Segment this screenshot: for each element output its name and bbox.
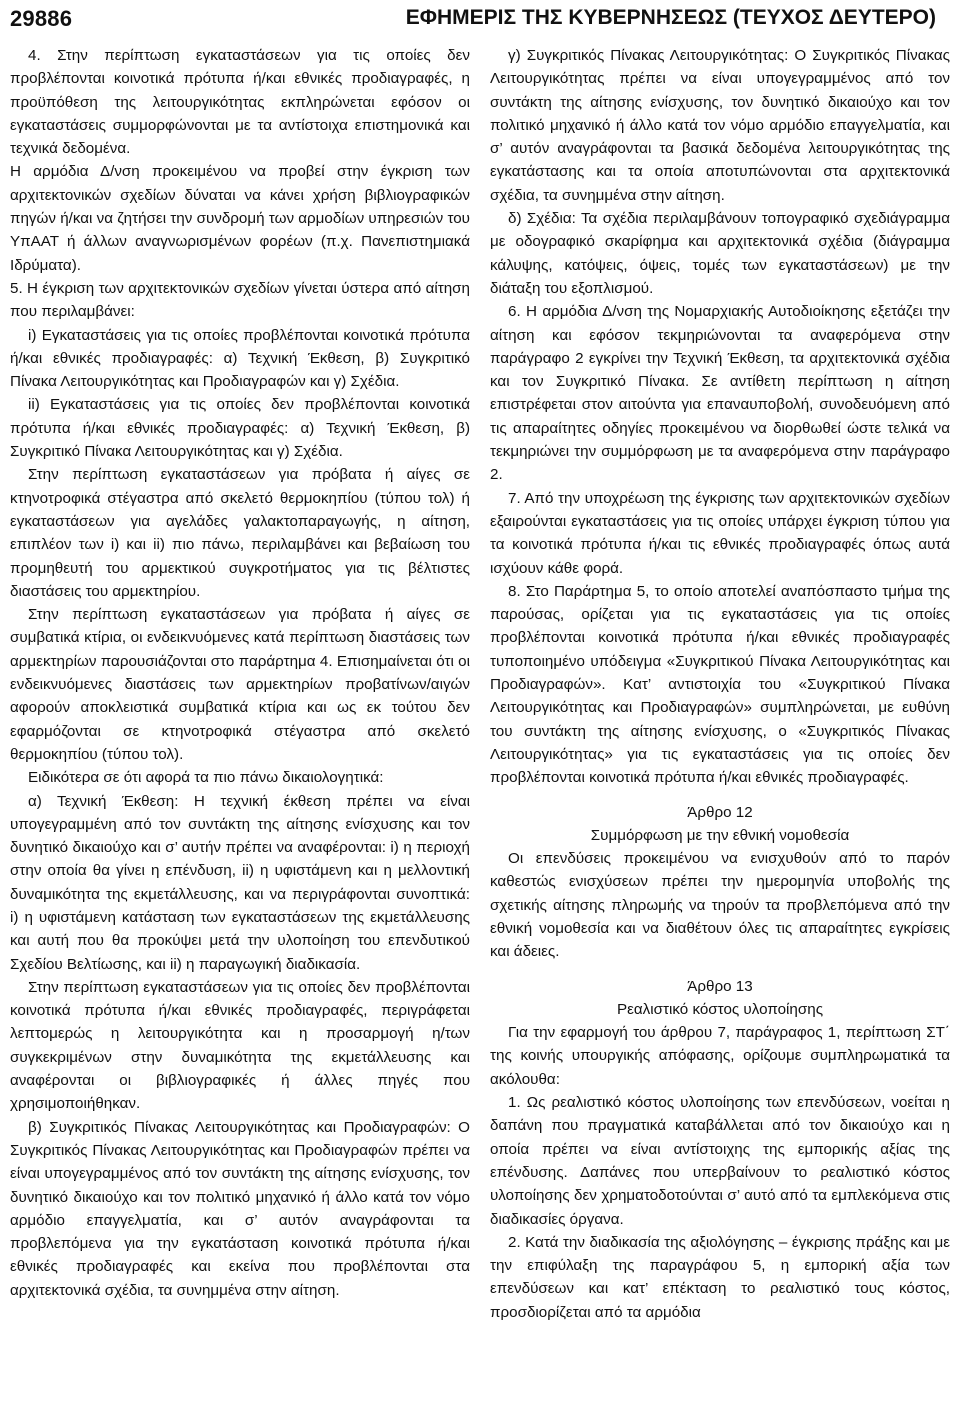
page-header — [10, 2, 950, 40]
right-column — [490, 44, 950, 1419]
paragraph: Στην περίπτωση εγκαταστάσεων για πρόβατα ή αίγες σε συμβατικά κτίρια, οι ενδεικνυόμενες κατά περίπτωση διαστάσεις των αρμεκτηρίων παρουσιάζονται στο παράρτημα 4. Επισημαίνεται ότι οι ενδεικνυόμενες διαστάσεις των αρμεκτηρίων προβατίνων/αιγών αφορούν αποκλειστικά συμβατικά κτίρια και ως εκ τούτου δεν εφαρμόζονται σε κτηνοτροφικά στέγαστρα από σκελετό θερμοκηπίου (τύπου τολ). — [10, 606, 470, 763]
paragraph: 5. Η έγκριση των αρχιτεκτονικών σχεδίων γίνεται ύστερα από αίτηση που περιλαμβάνει: — [10, 279, 470, 321]
paragraph: Στην περίπτωση εγκαταστάσεων για τις οποίες δεν προβλέπονται κοινοτικά πρότυπα ή/και εθνικές προδιαγραφές, περιγράφεται λεπτομερώς η λειτουργικότητα και η προσαρμογή η/των συγκεκριμένων στην δυναμικότητα της εκμετάλλευσης και αναφέρονται οι βιβλιογραφικές ή άλλες πηγές που χρησιμοποιήθηκαν. — [10, 978, 470, 1113]
paragraph: Οι επενδύσεις προκειμένου να ενισχυθούν από το παρόν καθεστώς ενισχύσεων πρέπει την ημερομηνία υποβολής της σχετικής αίτησης πληρωμής να τηρούν τα προβλεπόμενα από την εθνική νομοθεσία και να διαθέτουν όλες τις απαραίτητες εγκρίσεις και άδειες. — [490, 850, 950, 961]
paragraph: 1. Ως ρεαλιστικό κόστος υλοποίησης των επενδύσεων, νοείται η δαπάνη που πραγματικά καταβάλλεται από τον δικαιούχο και η οποία πρέπει να είναι αντίστοιχης της εμπορικής αξίας της επένδυσης. Δαπάνες που υπερβαίνουν το ρεαλιστικό κόστος υλοποίησης δεν χρηματοδοτούνται σ’ αυτό από τα εμπλεκόμενα στις διαδικασίες όργανα. — [490, 1094, 950, 1228]
paragraph: 2. Κατά την διαδικασία της αξιολόγησης – έγκρισης πράξης και με την επιφύλαξη της παραγράφου 5, η εμπορική αξία των επενδύσεων και κατ’ επέκταση το ρεαλιστικό τους κόστος, προσδιορίζεται από τα αρμόδια — [490, 1233, 950, 1321]
left-column — [10, 44, 470, 1419]
paragraph: δ) Σχέδια: Τα σχέδια περιλαμβάνουν τοπογραφικό σχεδιάγραμμα με οδογραφικό σκαρίφημα και αρχιτεκτονικά σχέδια (διάγραμμα κάλυψης, κατόψεις, όψεις, τομές των εγκαταστάσεων) με την διάταξη του εξοπλισμού. — [490, 210, 950, 297]
paragraph: ii) Εγκαταστάσεις για τις οποίες δεν προβλέπονται κοινοτικά πρότυπα ή/και εθνικές προδιαγραφές: α) Τεχνική Έκθεση, β) Συγκριτικό Πίνακα Λειτουργικότητας και γ) Σχέδια. — [10, 396, 470, 461]
paragraph: γ) Συγκριτικός Πίνακας Λειτουργικότητας: Ο Συγκριτικός Πίνακας Λειτουργικότητας πρέπει να είναι υπογεγραμμένος από τον συντάκτη της αίτησης ενίσχυσης, τον δυνητικό δικαιούχο και τον πολιτικό μηχανικό ή άλλο κατά τον νόμο αρμόδιο επαγγελματία, και σ’ αυτόν αναγράφονται τα βασικά δεδομένα λειτουργικότητας της εγκατάστασης και τα οποία αποτυπώνονται στα αρχιτεκτονικά σχέδια, τα συνημμένα στην αίτηση. — [490, 47, 950, 204]
paragraph: Ειδικότερα σε ότι αφορά τα πιο πάνω δικαιολογητικά: — [28, 769, 384, 787]
paragraph: Στην περίπτωση εγκαταστάσεων για πρόβατα ή αίγες σε κτηνοτροφικά στέγαστρα από σκελετό θερμοκηπίου (τύπου τολ) ή εγκαταστάσεων για αγελάδες γαλακτοπαραγωγής, η αίτηση, επιπλέον των i) και ii) πιο πάνω, περιλαμβάνει και βεβαίωση του προμηθευτή του αρμεκτικού συγκροτήματος για τις βέλτιστες διαστάσεις του αρμεκτηρίου. — [10, 466, 470, 600]
paragraph: β) Συγκριτικός Πίνακας Λειτουργικότητας και Προδιαγραφών: Ο Συγκριτικός Πίνακας Λειτουργικότητας και Προδιαγραφών πρέπει να είναι υπογεγραμμένος από τον συντάκτη της αίτησης ενίσχυσης, τον δυνητικό δικαιούχο και τον πολιτικό μηχανικό ή άλλο κατά τον νόμο αρμόδιο επαγγελματία, και σ’ αυτόν αναγράφονται τα προβλεπόμενα για την εγκατάσταση κοινοτικά πρότυπα ή/και εθνικές προδιαγραφές και εκείνα που προβλέπονται στα αρχιτεκτονικά σχέδια, τα συνημμένα στην αίτηση. — [10, 1118, 470, 1299]
paragraph: 6. Η αρμόδια Δ/νση της Νομαρχιακής Αυτοδιοίκησης εξετάζει την αίτηση και εφόσον τεκμηριώνονται τα αναφερόμενα στην παράγραφο 2 εγκρίνει την Τεχνική Έκθεση, τα αρχιτεκτονικά σχέδια και τον Συγκριτικό Πίνακα. Σε αντίθετη περίπτωση η αίτηση επιστρέφεται στον αιτούντα για επαναυποβολή, συνοδευόμενη από τις απαραίτητες οδηγίες προκειμένου να διορθωθεί ώστε τελικά να τεκμηριώνει την συμμόρφωση με τα αναφερόμενα στην παράγραφο 2. — [490, 303, 950, 484]
text-columns — [10, 44, 950, 1419]
page-number: 29886 — [10, 6, 73, 31]
paragraph: 7. Από την υποχρέωση της έγκρισης των αρχιτεκτονικών σχεδίων εξαιρούνται εγκαταστάσεις για τις οποίες υπάρχει έγκριση τύπου για τα κοινοτικά πρότυπα ή/και τις εθνικές προδιαγραφές όπως αυτά ισχύουν κάθε φορά. — [490, 489, 950, 577]
paragraph: Η αρμόδια Δ/νση προκειμένου να προβεί στην έγκριση των αρχιτεκτονικών σχεδίων δύναται να κάνει χρήση βιβλιογραφικών πηγών ή/και να ζητήσει την συνδρομή των αρμοδίων υπηρεσιών του ΥπΑΑΤ ή άλλων αναγνωρισμένων φορέων (π.χ. Πανεπιστημιακά Ιδρύματα). — [10, 163, 470, 274]
gazette-title: ΕΦΗΜΕΡΙΣ ΤΗΣ ΚΥΒΕΡΝΗΣΕΩΣ (ΤΕΥΧΟΣ ΔΕΥΤΕΡΟ) — [405, 6, 936, 29]
paragraph: 8. Στο Παράρτημα 5, το οποίο αποτελεί αναπόσπαστο τμήμα της παρούσας, ορίζεται για τις εγκαταστάσεις για τις οποίες προβλέπονται κοινοτικά πρότυπα ή/και εθνικές προδιαγραφές τυποποιημένο υπόδειγμα «Συγκριτικού Πίνακα Λειτουργικότητας και Προδιαγραφών». Κατ’ αντιστοιχία του «Συγκριτικού Πίνακα Λειτουργικότητας και Προδιαγραφών» συμπληρώνεται, με ευθύνη του συντάκτη της αίτησης ενίσχυσης, ο «Συγκριτικός Πίνακας Λειτουργικότητας» για τις εγκαταστάσεις για τις οποίες δεν προβλέπονται κοινοτικά πρότυπα ή/και εθνικές προδιαγραφές. — [490, 582, 950, 787]
article-12-title: Συμμόρφωση με την εθνική νομοθεσία — [590, 826, 850, 844]
article-12-number: Άρθρο 12 — [687, 803, 753, 821]
paragraph: i) Εγκαταστάσεις για τις οποίες προβλέπονται κοινοτικά πρότυπα ή/και εθνικές προδιαγραφές: α) Τεχνική Έκθεση, β) Συγκριτικό Πίνακα Λειτουργικότητας και Προδιαγραφών και γ) Σχέδια. — [10, 326, 470, 391]
article-13-number: Άρθρο 13 — [687, 977, 753, 995]
article-13-title: Ρεαλιστικό κόστος υλοποίησης — [616, 1000, 824, 1018]
paragraph: Για την εφαρμογή του άρθρου 7, παράγραφος 1, περίπτωση ΣΤ΄ της κοινής υπουργικής απόφασης, ορίζουμε συμπληρωματικά τα ακόλουθα: — [490, 1024, 950, 1088]
paragraph: 4. Στην περίπτωση εγκαταστάσεων για τις οποίες δεν προβλέπονται κοινοτικά πρότυπα ή/και εθνικές προδιαγραφές, η προϋπόθεση της λειτουργικότητας εκπληρώνεται εφόσον οι εγκαταστάσεις συμμορφώνονται με τα αντίστοιχα επιστημονικά και τεχνικά δεδομένα. — [10, 47, 470, 158]
paragraph: α) Τεχνική Έκθεση: Η τεχνική έκθεση πρέπει να είναι υπογεγραμμένη από τον συντάκτη της αίτησης ενίσχυσης και τον δυνητικό δικαιούχο και σ’ αυτήν πρέπει να αναφέρονται: i) η περιοχή στην οποία θα γίνει η επένδυση, ii) η υφιστάμενη και η μελλοντική δυναμικότητα της εκμετάλλευσης, και να περιγράφονται συνοπτικά: i) η υφιστάμενη κατάσταση των εγκαταστάσεων της εκμετάλλευσης και αυτή που θα προκύψει μετά την υλοποίηση του επενδυτικού Σχεδίου Βελτίωσης, και ii) η παραγωγική διαδικασία. — [10, 792, 470, 973]
